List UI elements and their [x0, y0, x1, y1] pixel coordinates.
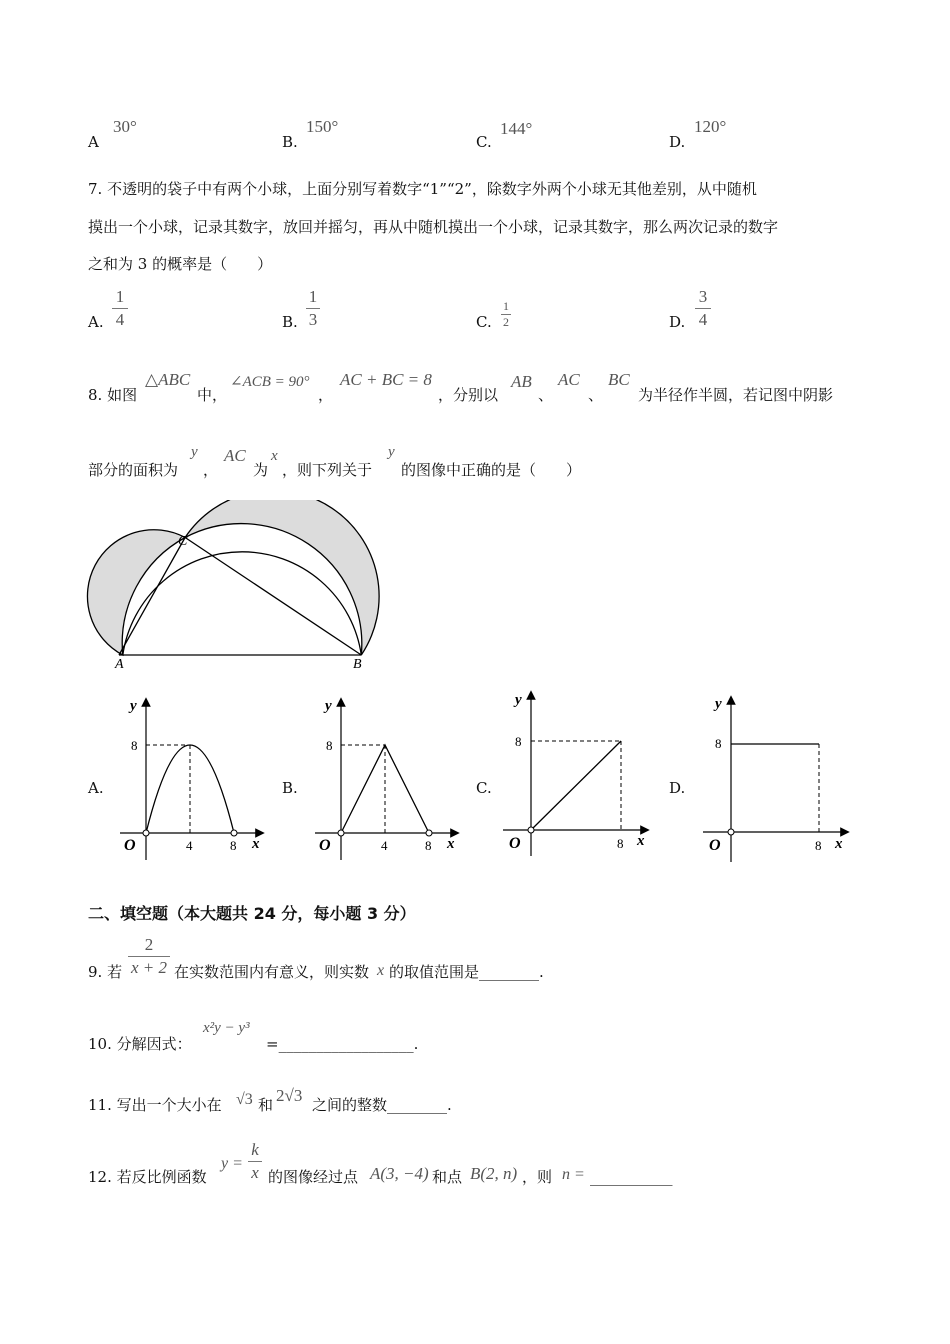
- q8-graph-a: [110, 690, 275, 870]
- svg-text:8: 8: [230, 838, 237, 853]
- q8-comma: ，: [318, 386, 334, 404]
- q8-line2-a: 部分的面积为: [88, 461, 179, 479]
- q7-option-b-label: B.: [282, 313, 298, 331]
- q8-segment-bc: BC: [608, 370, 630, 389]
- q6-option-b-value: 150°: [306, 117, 339, 136]
- q7-option-a-label: A.: [88, 313, 104, 331]
- q10-expression: x²y − y³: [203, 1020, 250, 1036]
- q9-prefix: 9. 若: [88, 963, 123, 981]
- svg-text:y: y: [515, 692, 522, 708]
- q7-line-2: 摸出一个小球，记录其数字，放回并摇匀，再从中随机摸出一个小球，记录其数字，那么两次记录的数字: [88, 218, 779, 236]
- q8-fenbie: ，分别以: [438, 386, 499, 404]
- q8-point-a: A: [115, 657, 124, 672]
- q12-point-a: A(3, −4): [370, 1164, 429, 1183]
- q8-shaded-lune-bc: [185, 500, 379, 655]
- q8-line2-comma: ，: [203, 461, 219, 479]
- q8-sum-ac-bc: AC + BC = 8: [340, 370, 432, 389]
- q8-option-c-label: C.: [476, 779, 492, 797]
- svg-text:O: O: [509, 835, 521, 852]
- q11-prefix: 11. 写出一个大小在: [88, 1096, 222, 1114]
- svg-text:x: x: [252, 836, 260, 852]
- q8-point-c: C: [178, 534, 188, 549]
- q7-option-c-fraction: 1 2: [503, 299, 509, 329]
- section-2-heading: 二、填空题（本大题共 24 分，每小题 3 分）: [88, 904, 416, 923]
- q9-fraction: 2 x + 2: [128, 935, 170, 978]
- q11-2sqrt3: 2√3: [276, 1086, 303, 1105]
- q8-angle-acb: ∠ACB = 90°: [230, 374, 310, 390]
- q8-point-b: B: [353, 657, 362, 672]
- q7-option-d-fraction: 3 4: [695, 287, 711, 330]
- svg-text:O: O: [319, 837, 331, 854]
- q12-text: 的图像经过点: [268, 1168, 359, 1186]
- q6-option-b-label: B.: [282, 133, 298, 151]
- q11-tail: 之间的整数________.: [312, 1096, 452, 1114]
- q8-shaded-lune-ac: [87, 530, 185, 655]
- q8-dun-1: 、: [538, 386, 554, 404]
- q8-triangle-abc: △ABC: [145, 370, 191, 389]
- q7-option-d-label: D.: [669, 313, 686, 331]
- svg-text:4: 4: [186, 838, 193, 853]
- q9-var-x: x: [377, 962, 385, 979]
- q10-prefix: 10. 分解因式：: [88, 1035, 192, 1053]
- q8-graph-c: [495, 690, 660, 870]
- q6-option-a-value: 30°: [113, 117, 137, 136]
- svg-text:8: 8: [815, 838, 822, 853]
- q8-tail-1: 为半径作半圆，若记图中阴影: [638, 386, 834, 404]
- q12-lhs: y =: [221, 1155, 243, 1172]
- q12-n: n =: [562, 1166, 585, 1183]
- q6-option-d-value: 120°: [694, 117, 727, 136]
- svg-text:4: 4: [381, 838, 388, 853]
- q8-var-y-2: y: [388, 444, 395, 460]
- q7-option-a-fraction: 1 4: [112, 287, 128, 330]
- q6-option-c-label: C.: [476, 133, 492, 151]
- svg-text:x: x: [447, 836, 455, 852]
- q8-segment-ac: AC: [558, 370, 580, 389]
- q12-then: ，则: [522, 1168, 553, 1186]
- svg-text:8: 8: [425, 838, 432, 853]
- q6-option-c-value: 144°: [500, 119, 533, 138]
- q8-graph-d: [695, 690, 860, 870]
- svg-text:8: 8: [515, 734, 522, 749]
- svg-text:8: 8: [715, 736, 722, 751]
- svg-text:8: 8: [617, 836, 624, 851]
- q6-option-d-label: D.: [669, 133, 686, 151]
- q12-answer-blank: ___________: [590, 1168, 673, 1186]
- q8-segment-ab: AB: [511, 372, 532, 391]
- q8-semicircle-figure: [85, 500, 385, 680]
- svg-text:y: y: [130, 698, 137, 714]
- q8-graph-b: [305, 690, 470, 870]
- svg-text:8: 8: [131, 738, 138, 753]
- q8-var-y: y: [191, 444, 198, 460]
- q10-tail: =__________________.: [266, 1035, 419, 1053]
- svg-text:O: O: [709, 837, 721, 854]
- q7-line-1: 7. 不透明的袋子中有两个小球，上面分别写着数字“1”“2”，除数字外两个小球无其他差别，从中随机: [88, 180, 757, 198]
- q9-text: 在实数范围内有意义，则实数: [174, 963, 370, 981]
- q12-fraction: k x: [248, 1140, 262, 1183]
- svg-text:O: O: [124, 837, 136, 854]
- q8-prefix: 8. 如图: [88, 386, 138, 404]
- q8-line2-guanyu: ，则下列关于: [282, 461, 373, 479]
- q8-semicircle-ab: [123, 552, 361, 655]
- q8-line2-tail: 的图像中正确的是（ ）: [401, 461, 582, 479]
- q8-option-b-label: B.: [282, 779, 298, 797]
- q8-var-ac: AC: [224, 446, 246, 465]
- q9-tail: 的取值范围是________.: [389, 963, 544, 981]
- q8-option-a-label: A.: [88, 779, 104, 797]
- q8-zhong: 中，: [197, 386, 228, 404]
- q7-option-c-label: C.: [476, 313, 492, 331]
- q8-line2-wei: 为: [253, 461, 269, 479]
- svg-text:8: 8: [326, 738, 333, 753]
- svg-text:x: x: [637, 833, 645, 849]
- q12-point-b: B(2, n): [470, 1164, 518, 1183]
- q12-and: 和点: [432, 1168, 463, 1186]
- q8-option-d-label: D.: [669, 779, 686, 797]
- q12-prefix: 12. 若反比例函数: [88, 1168, 207, 1186]
- q7-option-b-fraction: 1 3: [306, 287, 320, 330]
- q11-he: 和: [258, 1096, 274, 1114]
- q6-option-a-label: A: [88, 133, 99, 151]
- svg-text:y: y: [715, 696, 722, 712]
- q8-dun-2: 、: [588, 386, 604, 404]
- q7-line-3: 之和为 3 的概率是（ ）: [88, 255, 273, 273]
- svg-text:x: x: [835, 836, 843, 852]
- svg-text:y: y: [325, 698, 332, 714]
- q11-sqrt3: √3: [236, 1091, 253, 1108]
- q8-var-x: x: [271, 448, 278, 464]
